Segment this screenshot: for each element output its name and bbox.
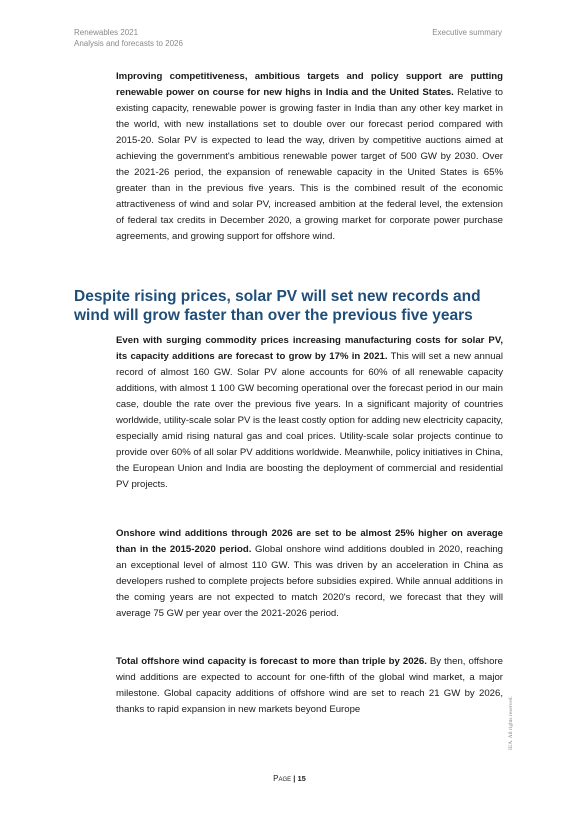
paragraph-lead: Even with surging commodity prices increasing manufacturing costs for solar PV, its capacity additions are forecast to grow by 17% in 2021. (116, 335, 503, 362)
paragraph-text: By then, offshore wind additions are expected to account for one-fifth of the global wind market, a major milestone. Global capacity additions of offshore wind are set to reach 21 GW by 2026, thanks to rapid expansion in new markets beyond Europe (116, 656, 503, 715)
report-subtitle: Analysis and forecasts to 2026 (74, 39, 183, 48)
section-name: Executive summary (432, 28, 502, 37)
running-header-left (74, 27, 183, 49)
paragraph-text: Global onshore wind additions doubled in 2020, reaching an exceptional level of almost 110 GW. This was driven by an acceleration in China as developers rushed to complete projects before subsidies expired. While annual additions in the coming years are not expected to match 2020's record, we forecast that they will average 75 GW per year over the 2021-2026 period. (116, 544, 503, 619)
paragraph-solar-pv (116, 333, 503, 493)
paragraph-india-us (116, 69, 503, 245)
page-separator: | (291, 774, 298, 783)
page-footer (0, 774, 579, 783)
paragraph-text: This will set a new annual record of almost 160 GW. Solar PV alone accounts for 60% of all renewable capacity additions, with almost 1 100 GW becoming operational over the forecast period in our main case, double the rate over the previous five years. In a significant majority of countries worldwide, utility-scale solar PV is the least costly option for adding new electricity capacity, especially amid rising natural gas and coal prices. Utility-scale solar projects continue to provide over 60% of all solar PV additions worldwide. Meanwhile, policy initiatives in China, the European Union and India are boosting the deployment of commercial and residential PV projects. (116, 351, 503, 490)
copyright-note: IEA. All rights reserved. (508, 696, 514, 750)
paragraph-offshore-wind (116, 654, 503, 718)
page-label: Page (273, 774, 292, 783)
section-heading: Despite rising prices, solar PV will set new records and wind will grow faster than over the previous five years (74, 288, 481, 324)
paragraph-lead: Total offshore wind capacity is forecast to more than triple by 2026. (116, 656, 427, 667)
paragraph-onshore-wind (116, 526, 503, 622)
paragraph-lead: Onshore wind additions through 2026 are set to be almost 25% higher on average than in the 2015-2020 period. (116, 528, 503, 555)
paragraph-text: Relative to existing capacity, renewable power is growing faster in India than any other key market in the world, with new installations set to double over our forecast period compared with 2015-20. Solar PV is expected to lead the way, driven by competitive auctions aimed at achieving the government's ambitious renewable power target of 500 GW by 2030. Over the 2021-26 period, the expansion of renewable capacity in the United States is 65% greater than in the previous five years. This is the combined result of the economic attractiveness of wind and solar PV, increased ambition at the federal level, the extension of federal tax credits in December 2020, a growing market for corporate power purchase agreements, and growing support for offshore wind. (116, 87, 503, 242)
paragraph-lead: Improving competitiveness, ambitious targets and policy support are putting renewable power on course for new highs in India and the United States. (116, 71, 503, 98)
page-number: 15 (297, 774, 306, 783)
report-title: Renewables 2021 (74, 28, 139, 37)
